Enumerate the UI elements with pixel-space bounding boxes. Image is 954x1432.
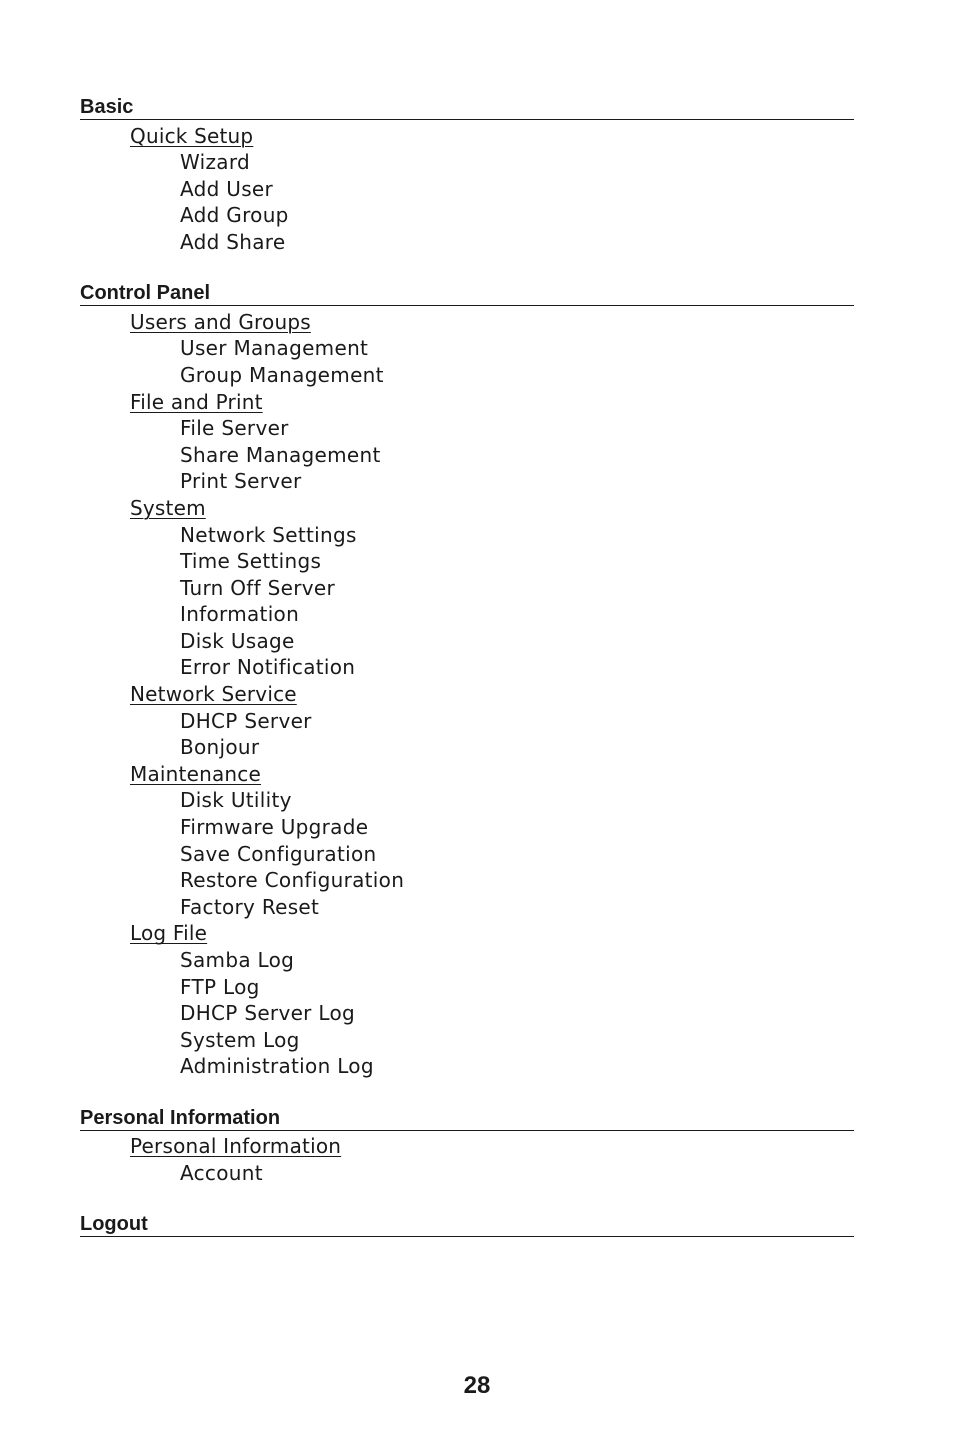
menu-item: Account [180,1160,263,1185]
menu-item: Add User [180,176,274,201]
menu-item: Turn Off Server [180,575,336,600]
menu-item: Add Group [180,203,289,228]
menu-item: DHCP Server Log [180,1001,355,1026]
group-title [130,920,854,947]
group-title-label: System [130,495,206,520]
menu-section [80,282,854,1080]
menu-item: Disk Utility [180,788,292,813]
group-title-label: Users and Groups [130,309,311,334]
page-number: 28 [463,1372,491,1399]
section-title: Logout [80,1213,854,1237]
section-title: Basic [80,96,854,120]
menu-item: Administration Log [180,1054,374,1079]
group-title [130,495,854,522]
group-title [130,389,854,416]
menu-item: Factory Reset [180,894,320,919]
menu-item: Print Server [180,469,302,494]
menu-item: Disk Usage [180,628,295,653]
group-title-label: Quick Setup [130,123,254,148]
menu-item: Share Management [180,442,381,467]
section-title: Personal Information [80,1107,854,1131]
menu-item: Group Management [180,362,384,387]
menu-item: Error Notification [180,655,356,680]
menu-item: User Management [180,336,369,361]
menu-item: Firmware Upgrade [180,815,369,840]
menu-item: Wizard [180,150,251,175]
menu-item: Information [180,602,300,627]
group-title [130,309,854,336]
menu-item: Restore Configuration [180,868,405,893]
section-title: Control Panel [80,282,854,306]
menu-item: DHCP Server [180,708,312,733]
menu-item: Bonjour [180,735,260,760]
group-title-label: Maintenance [130,761,261,786]
group-title [130,681,854,708]
menu-item: Network Settings [180,522,357,547]
group-title-label: File and Print [130,389,263,414]
menu-item: Add Share [180,229,286,254]
group-title [130,123,854,150]
menu-item: Samba Log [180,948,295,972]
menu-tree [80,96,854,1237]
menu-section [80,1107,854,1187]
group-title-label: Log File [130,921,208,946]
group-title [130,761,854,788]
group-title-label: Network Service [130,682,297,707]
group-title-label: Personal Information [130,1134,342,1159]
menu-item: Save Configuration [180,841,377,866]
menu-item: FTP Log [180,974,260,999]
group-title [130,1133,854,1160]
menu-item: System Log [180,1027,300,1052]
menu-section [80,96,854,256]
menu-item: Time Settings [180,549,322,574]
menu-section [80,1213,854,1237]
menu-item: File Server [180,416,289,441]
